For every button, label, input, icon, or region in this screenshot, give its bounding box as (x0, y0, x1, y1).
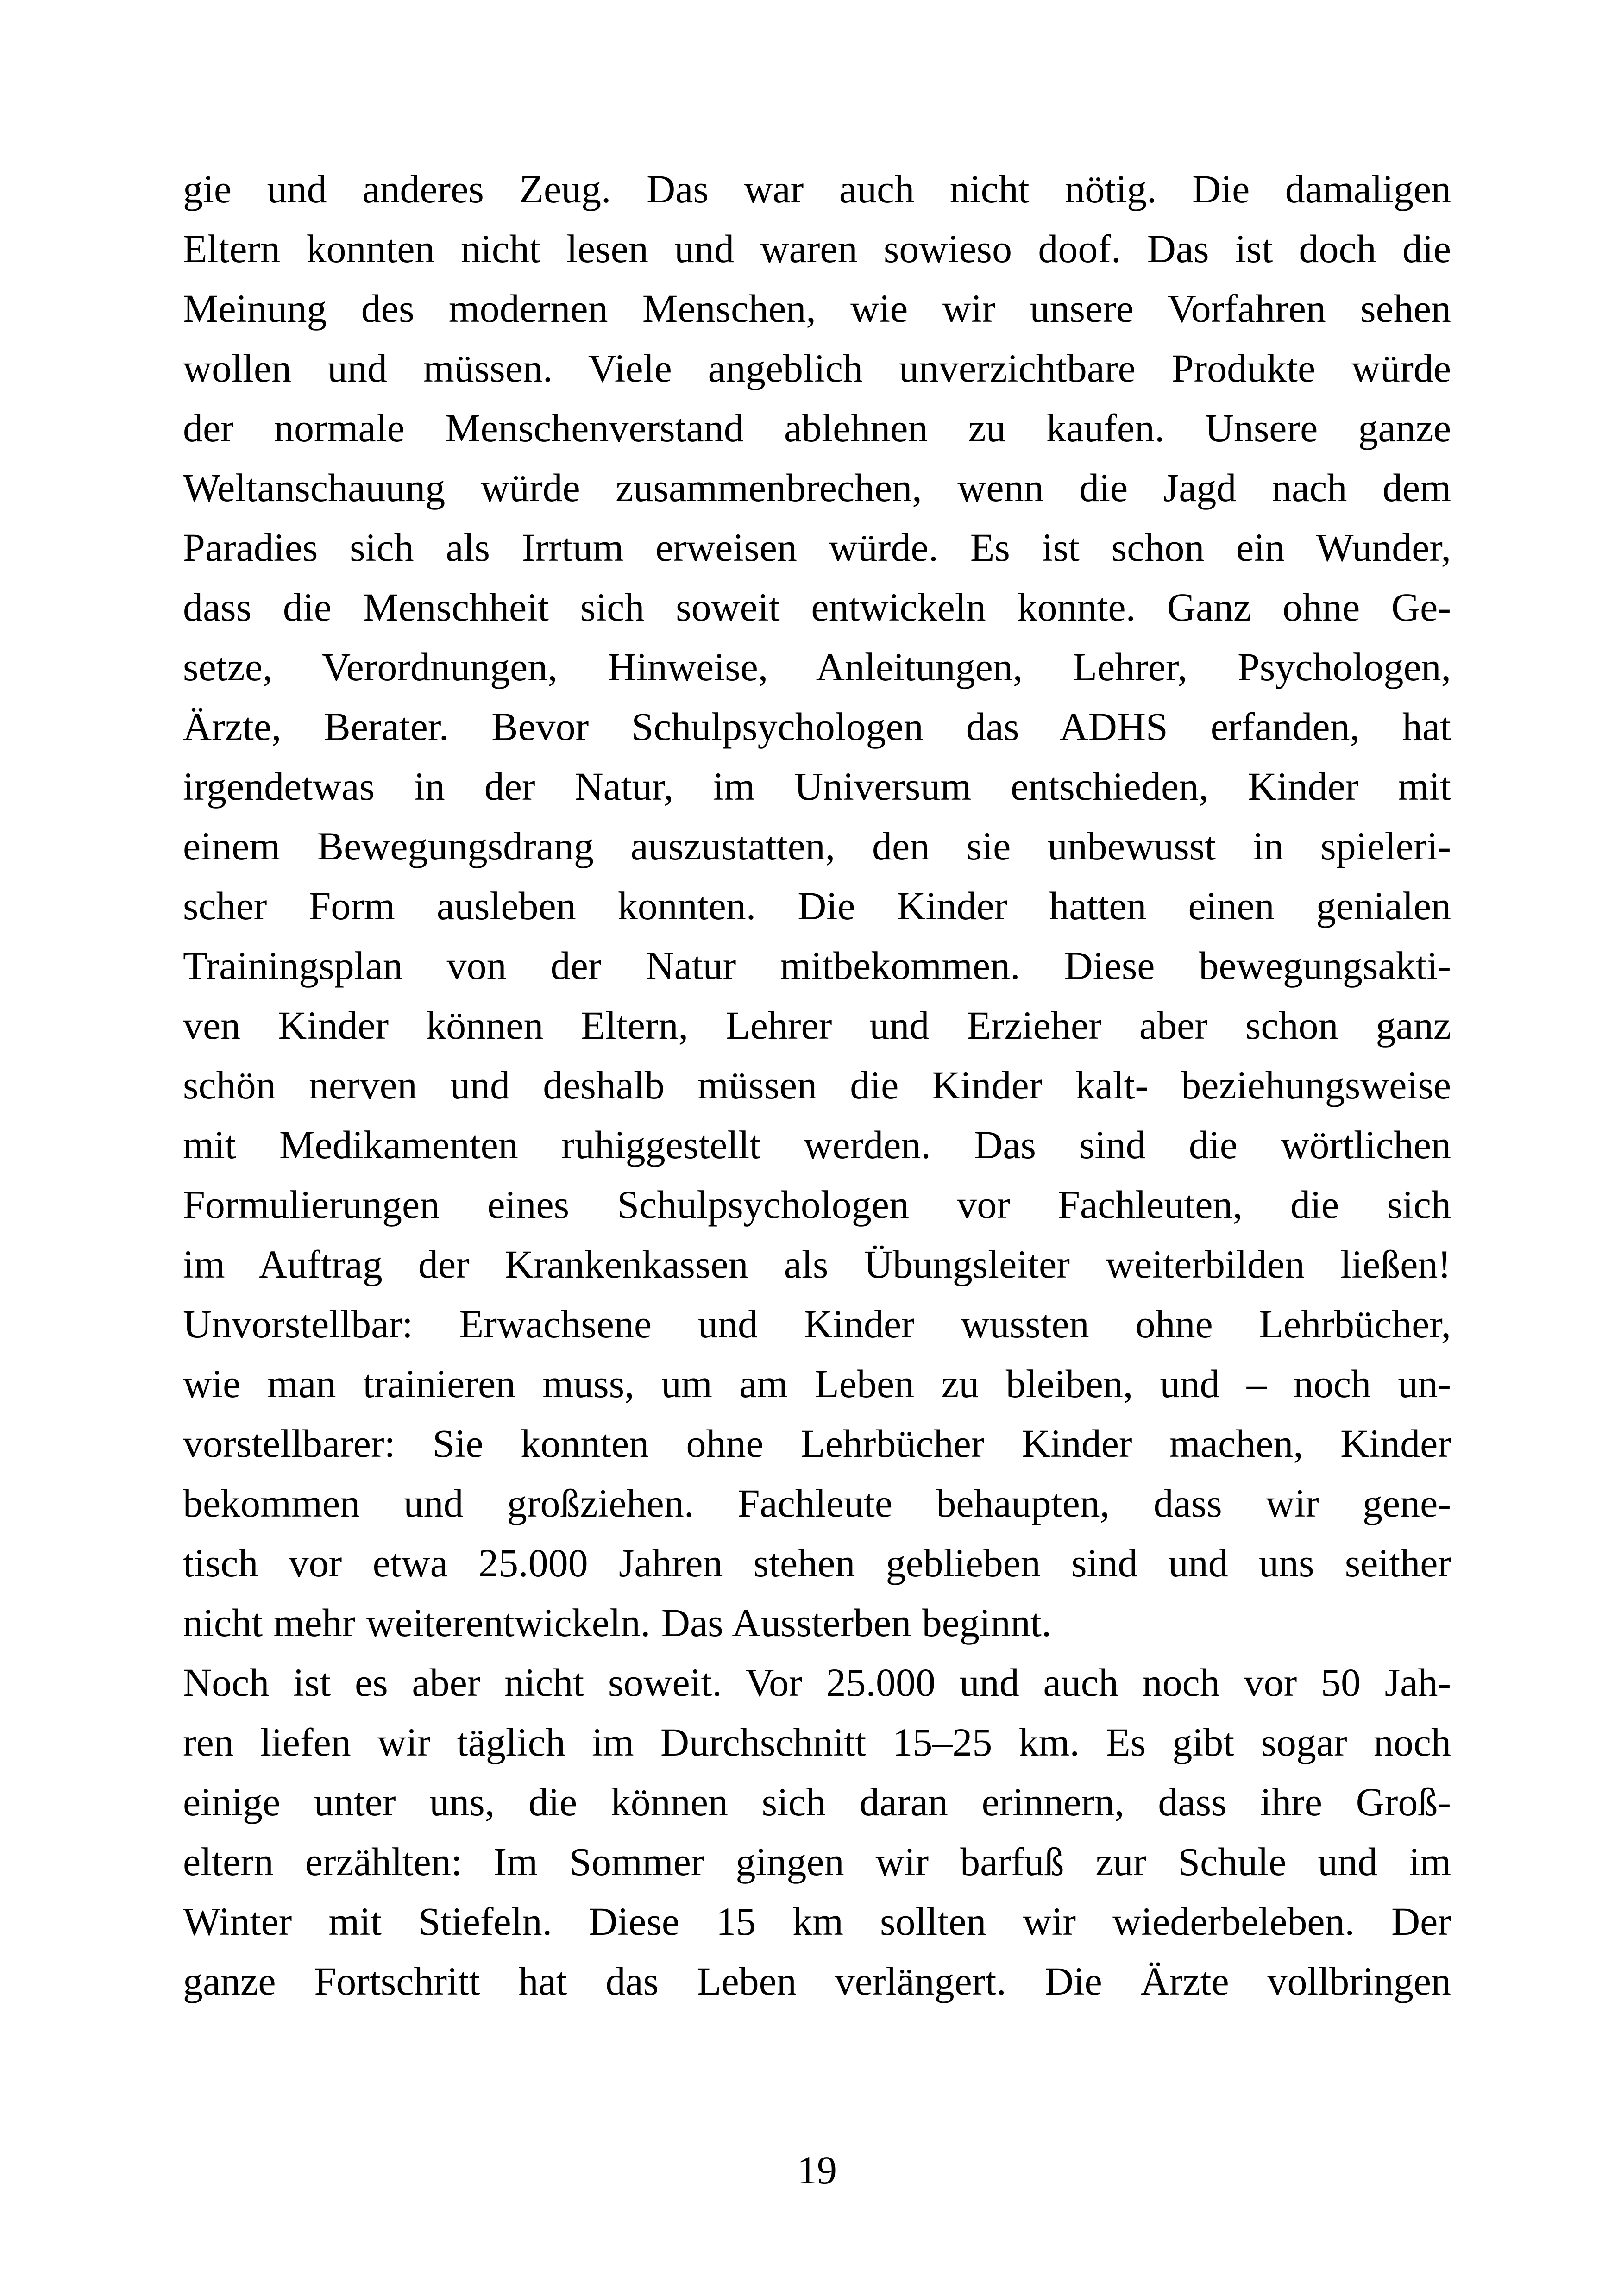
text-line: ven Kinder können Eltern, Lehrer und Erzieher aber schon ganz (183, 1003, 1451, 1048)
text-line: scher Form ausleben konnten. Die Kinder hatten einen genialen (183, 884, 1451, 928)
text-line: dass die Menschheit sich soweit entwickeln konnte. Ganz ohne Ge- (183, 585, 1451, 629)
text-line: ren liefen wir täglich im Durchschnitt 15–25 km. Es gibt sogar noch (183, 1720, 1451, 1764)
text-line: nicht mehr weiterentwickeln. Das Aussterben beginnt. (183, 1600, 1052, 1645)
text-line: tisch vor etwa 25.000 Jahren stehen geblieben sind und uns seither (183, 1541, 1451, 1585)
text-line: im Auftrag der Krankenkassen als Übungsleiter weiterbilden ließen! (183, 1242, 1451, 1286)
text-line: irgendetwas in der Natur, im Universum entschieden, Kinder mit (183, 764, 1451, 809)
text-line: setze, Verordnungen, Hinweise, Anleitungen, Lehrer, Psychologen, (183, 645, 1451, 689)
text-line: ganze Fortschritt hat das Leben verlängert. Die Ärzte vollbringen (183, 1959, 1451, 2003)
text-line: eltern erzählten: Im Sommer gingen wir barfuß zur Schule und im (183, 1839, 1451, 1884)
text-line: Weltanschauung würde zusammenbrechen, wenn die Jagd nach dem (183, 465, 1451, 510)
text-line: Eltern konnten nicht lesen und waren sowieso doof. Das ist doch die (183, 226, 1451, 271)
text-line: Trainingsplan von der Natur mitbekommen. Diese bewegungsakti- (183, 943, 1451, 988)
text-line: Paradies sich als Irrtum erweisen würde. Es ist schon ein Wunder, (183, 525, 1451, 570)
text-line: Unvorstellbar: Erwachsene und Kinder wussten ohne Lehrbücher, (183, 1302, 1451, 1346)
text-line: wollen und müssen. Viele angeblich unverzichtbare Produkte würde (183, 346, 1451, 390)
text-line: vorstellbarer: Sie konnten ohne Lehrbücher Kinder machen, Kinder (183, 1421, 1451, 1466)
text-line: Ärzte, Berater. Bevor Schulpsychologen das ADHS erfanden, hat (183, 704, 1451, 749)
text-block (183, 159, 1451, 2011)
text-line: Noch ist es aber nicht soweit. Vor 25.000 und auch noch vor 50 Jah- (183, 1660, 1451, 1705)
text-line: schön nerven und deshalb müssen die Kinder kalt- beziehungsweise (183, 1063, 1451, 1107)
text-line: Meinung des modernen Menschen, wie wir unsere Vorfahren sehen (183, 286, 1451, 331)
text-line: gie und anderes Zeug. Das war auch nicht nötig. Die damaligen (183, 167, 1451, 211)
text-line: Formulierungen eines Schulpsychologen vor Fachleuten, die sich (183, 1182, 1451, 1227)
text-line: wie man trainieren muss, um am Leben zu bleiben, und – noch un- (183, 1361, 1451, 1406)
page-number: 19 (797, 2148, 837, 2192)
text-line: Winter mit Stiefeln. Diese 15 km sollten wir wiederbeleben. Der (183, 1899, 1451, 1944)
text-line: einem Bewegungsdrang auszustatten, den sie unbewusst in spieleri- (183, 824, 1451, 868)
text-line: einige unter uns, die können sich daran erinnern, dass ihre Groß- (183, 1780, 1451, 1824)
text-line: mit Medikamenten ruhiggestellt werden. Das sind die wörtlichen (183, 1123, 1451, 1167)
text-line: der normale Menschenverstand ablehnen zu kaufen. Unsere ganze (183, 406, 1451, 450)
text-line: bekommen und großziehen. Fachleute behaupten, dass wir gene- (183, 1481, 1451, 1525)
